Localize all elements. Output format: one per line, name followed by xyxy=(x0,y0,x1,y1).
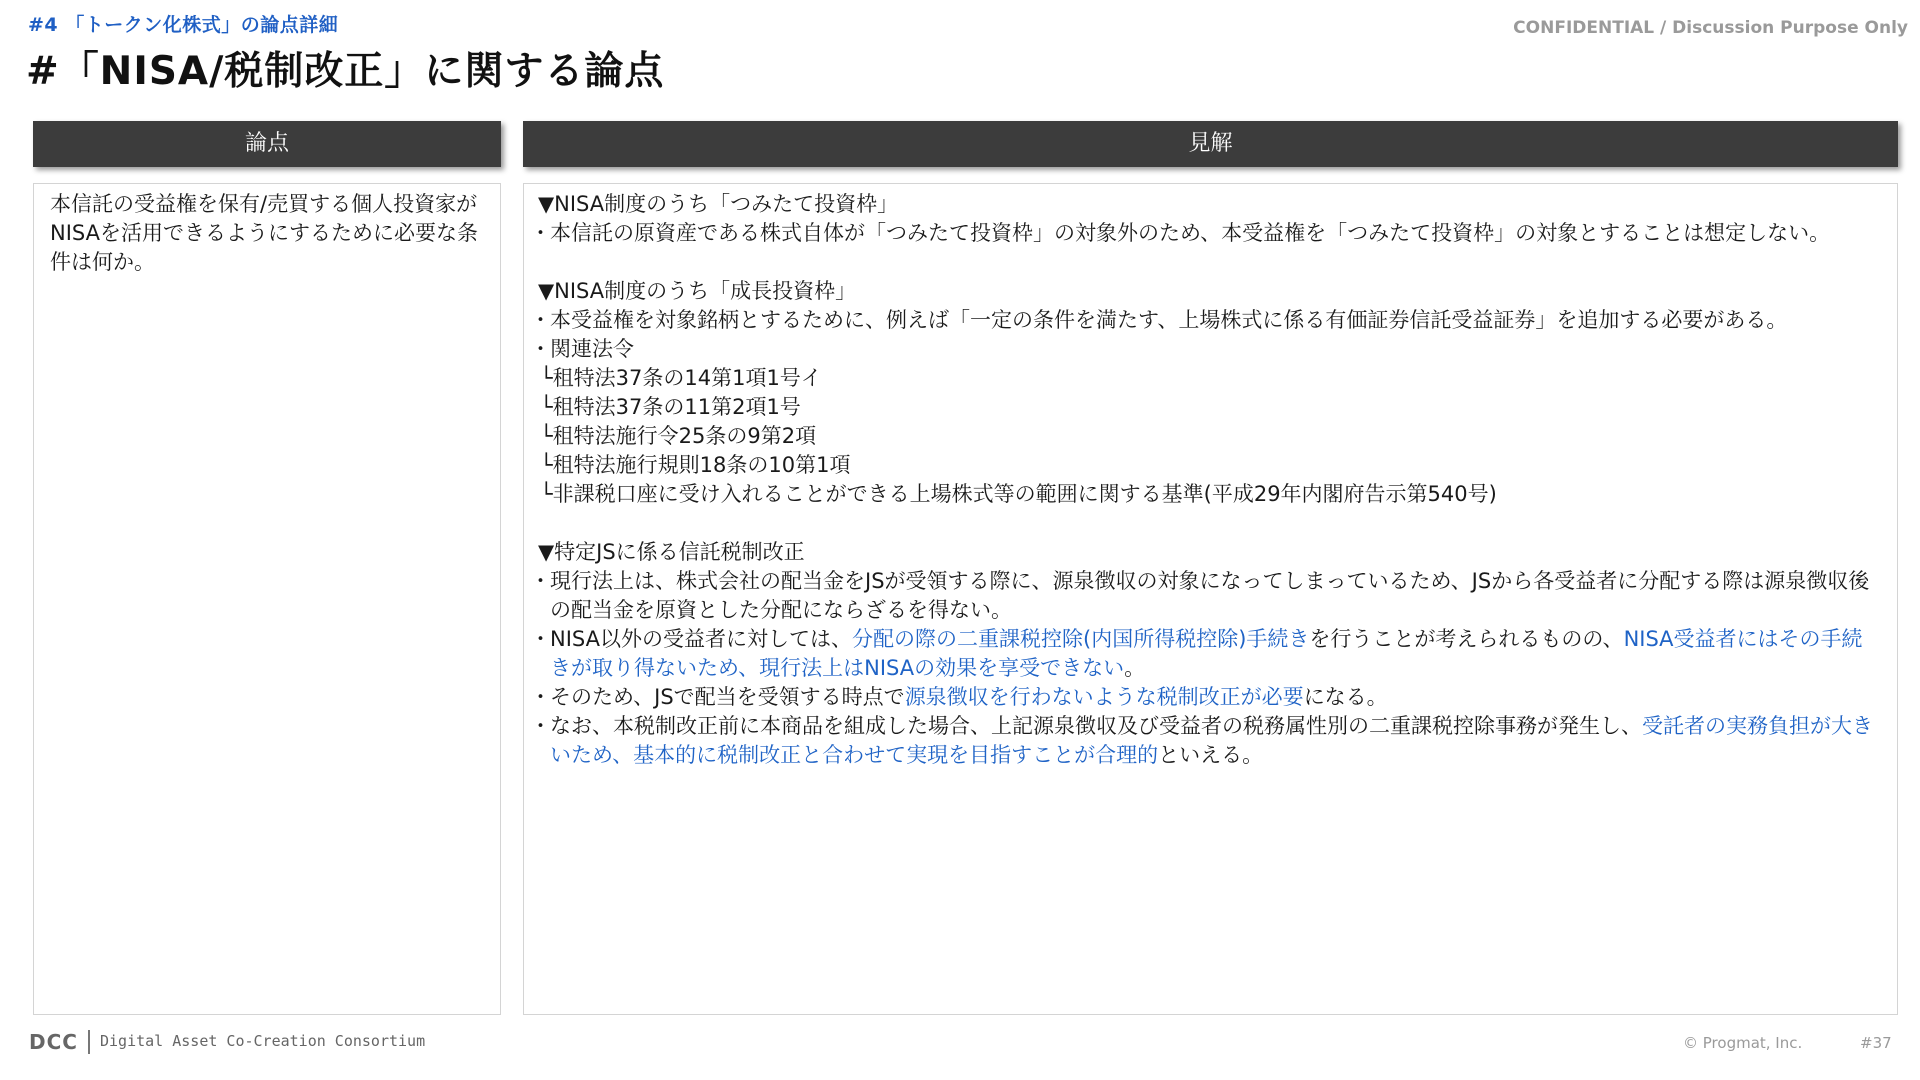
footer-tagline: Digital Asset Co-Creation Consortium xyxy=(100,1032,426,1050)
law-item: └非課税口座に受け入れることができる上場株式等の範囲に関する基準(平成29年内閣府告示第540号) xyxy=(540,482,1497,506)
section-growth-title: ▼NISA制度のうち「成長投資枠」 xyxy=(538,279,857,303)
highlight-text: 源泉徴収を行わないような税制改正が必要 xyxy=(904,685,1304,709)
law-item: └租特法37条の14第1項1号イ xyxy=(540,366,822,390)
section-tax-reform-bullet-1: ・ 現行法上は、株式会社の配当金をJSが受領する際に、源泉徴収の対象になってしまっているため、JSから各受益者に分配する際は源泉徴収後の配当金を原資とした分配にならざるを得ない。 xyxy=(538,567,1883,625)
section-tax-reform-bullet-4 xyxy=(538,712,1883,770)
section-tax-reform-bullet-3 xyxy=(538,683,1883,712)
issue-text: 本信託の受益権を保有/売買する個人投資家がNISAを活用できるようにするために必要な条件は何か。 xyxy=(50,192,478,274)
highlight-text: 受託者の実務負担が大きいため、基本的に税制改正と合わせて実現を目指すことが合理的 xyxy=(550,714,1873,767)
page-number: #37 xyxy=(1860,1034,1892,1052)
confidential-label: CONFIDENTIAL / Discussion Purpose Only xyxy=(1513,18,1908,38)
section-growth-bullet-1: ・ 本受益権を対象銘柄とするために、例えば「一定の条件を満たす、上場株式に係る有価証券信託受益証券」を追加する必要がある。 xyxy=(538,306,1883,335)
bullet-text: そのため、JSで配当を受領する時点で xyxy=(550,685,905,709)
bullet-text: 。 xyxy=(1124,656,1146,680)
highlight-text: 分配の際の二重課税控除(内国所得税控除)手続き xyxy=(852,627,1310,651)
breadcrumb: #4 「トークン化株式」の論点詳細 xyxy=(28,14,339,36)
dcc-logo: DCC xyxy=(29,1030,78,1054)
section-tax-reform-bullet-2 xyxy=(538,625,1883,683)
issue-cell xyxy=(33,183,501,1015)
highlight-text: NISA受益者にはその手続きが取り得ないため、現行法上はNISAの効果を享受できない xyxy=(550,627,1863,680)
law-item: └租特法37条の11第2項1号 xyxy=(540,395,801,419)
law-item: └租特法施行規則18条の10第1項 xyxy=(540,453,851,477)
column-header-issue: 論点 xyxy=(33,121,501,167)
section-growth-bullet-laws: ・ 関連法令 xyxy=(538,335,1883,364)
bullet-text: なお、本税制改正前に本商品を組成した場合、上記源泉徴収及び受益者の税務属性別の二重課税控除事務が発生し、 xyxy=(550,714,1642,738)
bullet-text: NISA以外の受益者に対しては、 xyxy=(550,627,852,651)
column-header-opinion: 見解 xyxy=(523,121,1898,167)
bullet-text: を行うことが考えられるものの、 xyxy=(1309,627,1624,651)
page-title: #「NISA/税制改正」に関する論点 xyxy=(26,49,665,94)
logo-divider xyxy=(88,1030,90,1054)
bullet-text: になる。 xyxy=(1303,685,1388,709)
bullet-text: といえる。 xyxy=(1158,743,1264,767)
section-tsumitate-bullet: ・ 本信託の原資産である株式自体が「つみたて投資枠」の対象外のため、本受益権を「つみたて投資枠」の対象とすることは想定しない。 xyxy=(538,219,1883,248)
law-item: └租特法施行令25条の9第2項 xyxy=(540,424,817,448)
section-tax-reform-title: ▼特定JSに係る信託税制改正 xyxy=(538,540,805,564)
section-tsumitate-title: ▼NISA制度のうち「つみたて投資枠」 xyxy=(538,192,899,216)
copyright: © Progmat, Inc. xyxy=(1683,1034,1803,1052)
opinion-cell xyxy=(523,183,1898,1015)
